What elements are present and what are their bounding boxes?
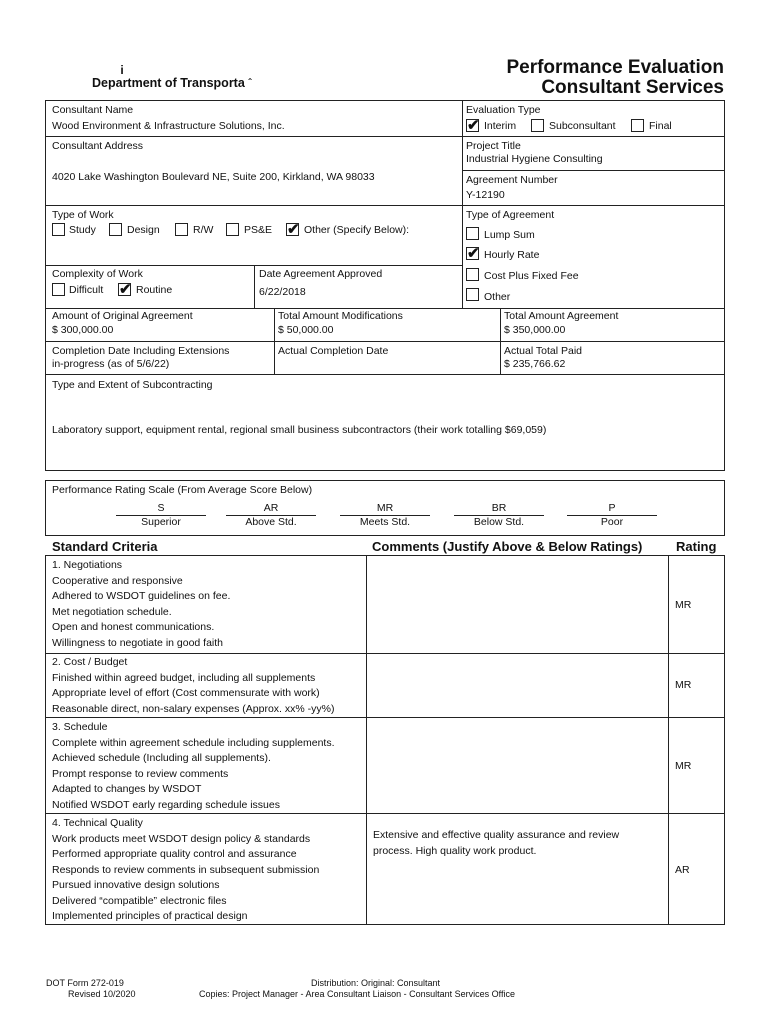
- criteria-line: Achieved schedule (Including all supplements).: [52, 752, 271, 764]
- final-label: Final: [649, 120, 672, 132]
- scale-desc-p: Poor: [600, 516, 624, 528]
- modifications-label: Total Amount Modifications: [278, 310, 403, 322]
- scale-code-p: P: [608, 502, 616, 514]
- logo-mark: i: [120, 63, 124, 77]
- criteria-line: 2. Cost / Budget: [52, 656, 128, 668]
- criteria-line: Finished within agreed budget, including all supplements: [52, 671, 316, 684]
- evaluation-type-label: Evaluation Type: [466, 104, 541, 116]
- criteria-line: Cooperative and responsive: [52, 574, 183, 587]
- criteria-line: Responds to review comments in subsequent submission: [52, 863, 320, 876]
- pse-checkbox[interactable]: [226, 223, 239, 236]
- criteria-line: Work products meet WSDOT design policy & standards: [52, 832, 311, 845]
- criteria-line: Open and honest communications.: [52, 621, 215, 633]
- consultant-name-field[interactable]: Wood Environment & Infrastructure Solutions, Inc.: [52, 120, 285, 132]
- difficult-checkbox[interactable]: [52, 283, 65, 296]
- page-title-line2: Consultant Services: [541, 77, 724, 98]
- actual-paid-field[interactable]: $ 235,766.62: [504, 358, 566, 370]
- divider: [45, 341, 725, 342]
- department-logo: [92, 64, 292, 91]
- criteria-line: Implemented principles of practical design: [52, 910, 248, 922]
- divider: [45, 374, 725, 375]
- actual-completion-label: Actual Completion Date: [278, 345, 389, 357]
- hourly-rate-checkbox[interactable]: ✔: [467, 245, 480, 262]
- rating-schedule[interactable]: MR: [675, 760, 692, 772]
- project-title-label: Project Title: [466, 140, 521, 152]
- divider: [462, 100, 463, 308]
- divider: [45, 813, 725, 814]
- modifications-field[interactable]: $ 50,000.00: [278, 324, 334, 336]
- interim-checkbox[interactable]: ✔: [467, 117, 480, 134]
- project-title-field[interactable]: Industrial Hygiene Consulting: [466, 153, 603, 165]
- actual-paid-label: Actual Total Paid: [504, 345, 583, 357]
- final-checkbox[interactable]: [631, 119, 644, 132]
- criteria-line: Delivered “compatible” electronic files: [52, 894, 227, 907]
- routine-checkbox[interactable]: ✔: [119, 281, 132, 298]
- consultant-address-field[interactable]: 4020 Lake Washington Boulevard NE, Suite 200, Kirkland, WA 98033: [52, 171, 375, 183]
- page-title-line1: Performance Evaluation: [506, 57, 724, 78]
- complexity-label: Complexity of Work: [52, 268, 143, 280]
- agreement-number-field[interactable]: Y-12190: [466, 189, 505, 201]
- cost-plus-label: Cost Plus Fixed Fee: [484, 270, 579, 282]
- divider: [45, 717, 725, 718]
- original-amount-label: Amount of Original Agreement: [52, 310, 193, 322]
- criteria-line: Performed appropriate quality control and assurance: [52, 848, 297, 860]
- other-work-checkbox[interactable]: ✔: [287, 221, 300, 238]
- completion-ext-label: Completion Date Including Extensions: [52, 345, 230, 357]
- criteria-line: Willingness to negotiate in good faith: [52, 636, 224, 649]
- divider: [45, 136, 725, 137]
- divider: [45, 308, 725, 309]
- consultant-address-label: Consultant Address: [52, 140, 144, 152]
- original-amount-field[interactable]: $ 300,000.00: [52, 324, 114, 336]
- divider: [45, 205, 725, 206]
- divider: [254, 265, 255, 308]
- other-agreement-checkbox[interactable]: [466, 288, 479, 301]
- rating-scale-label: Performance Rating Scale (From Average Score Below): [52, 484, 313, 496]
- form-number: DOT Form 272-019: [46, 978, 124, 988]
- scale-desc-mr: Meets Std.: [359, 516, 411, 528]
- completion-ext-field[interactable]: in-progress (as of 5/6/22): [52, 358, 170, 370]
- consultant-name-label: Consultant Name: [52, 104, 134, 116]
- scale-code-br: BR: [491, 502, 507, 514]
- criteria-line: Notified WSDOT early regarding schedule issues: [52, 798, 280, 811]
- type-of-work-label: Type of Work: [52, 209, 114, 221]
- criteria-line: Met negotiation schedule.: [52, 605, 172, 618]
- criteria-line: Prompt response to review comments: [52, 767, 229, 780]
- cost-plus-checkbox[interactable]: [466, 268, 479, 281]
- divider: [366, 555, 367, 925]
- criteria-line: 4. Technical Quality: [52, 817, 143, 829]
- criteria-row-technical-quality: [52, 816, 319, 925]
- difficult-label: Difficult: [69, 284, 104, 296]
- design-checkbox[interactable]: [109, 223, 122, 236]
- scale-desc-ar: Above Std.: [245, 516, 297, 528]
- subcontracting-label: Type and Extent of Subcontracting: [52, 379, 213, 391]
- hourly-rate-label: Hourly Rate: [484, 249, 540, 261]
- rating-cost-budget[interactable]: MR: [675, 679, 692, 691]
- other-work-label: Other (Specify Below):: [304, 224, 410, 236]
- form-revised: Revised 10/2020: [68, 989, 136, 999]
- study-checkbox[interactable]: [52, 223, 65, 236]
- lump-sum-label: Lump Sum: [484, 229, 535, 241]
- rw-label: R/W: [193, 224, 214, 236]
- criteria-line: Appropriate level of effort (Cost commensurate with work): [52, 687, 320, 699]
- scale-code-ar: AR: [263, 502, 279, 514]
- rating-technical-quality[interactable]: AR: [675, 864, 690, 876]
- criteria-line: Adapted to changes by WSDOT: [52, 783, 202, 795]
- divider: [462, 170, 725, 171]
- date-approved-label: Date Agreement Approved: [259, 268, 383, 280]
- comment-technical-quality[interactable]: Extensive and effective quality assurance and review process. High quality work product.: [373, 829, 620, 857]
- lump-sum-checkbox[interactable]: [466, 227, 479, 240]
- subconsultant-checkbox[interactable]: [531, 119, 544, 132]
- department-name: Department of Transporta: [92, 76, 245, 90]
- department-mark: ˆ: [248, 78, 252, 89]
- criteria-header: Standard Criteria: [52, 539, 158, 554]
- other-agreement-label: Other: [484, 291, 511, 303]
- total-agreement-label: Total Amount Agreement: [504, 310, 619, 322]
- subconsultant-label: Subconsultant: [549, 120, 616, 132]
- routine-label: Routine: [136, 284, 173, 296]
- scale-desc-s: Superior: [141, 516, 181, 528]
- scale-desc-br: Below Std.: [473, 516, 525, 528]
- study-label: Study: [69, 224, 96, 236]
- criteria-line: Complete within agreement schedule including supplements.: [52, 736, 335, 749]
- rating-negotiations[interactable]: MR: [675, 599, 692, 611]
- distribution-text: Distribution: Original: Consultant: [311, 978, 441, 988]
- comments-header: Comments (Justify Above & Below Ratings): [372, 539, 643, 554]
- criteria-line: Pursued innovative design solutions: [52, 879, 220, 891]
- type-of-agreement-label: Type of Agreement: [466, 209, 555, 221]
- rating-header: Rating: [676, 539, 717, 554]
- copies-text: Copies: Project Manager - Area Consultant Liaison - Consultant Services Office: [199, 989, 515, 999]
- criteria-line: Adhered to WSDOT guidelines on fee.: [52, 590, 231, 602]
- scale-code-s: S: [157, 502, 165, 514]
- design-label: Design: [127, 224, 160, 236]
- pse-label: PS&E: [244, 224, 273, 236]
- criteria-line: 1. Negotiations: [52, 559, 123, 571]
- criteria-row-cost-budget: [52, 655, 334, 717]
- agreement-number-label: Agreement Number: [466, 174, 558, 186]
- criteria-line: Reasonable direct, non-salary expenses (Approx. xx% -yy%): [52, 702, 335, 715]
- rw-checkbox[interactable]: [175, 223, 188, 236]
- total-agreement-field[interactable]: $ 350,000.00: [504, 324, 566, 336]
- criteria-row-negotiations: [52, 558, 230, 651]
- divider: [668, 555, 669, 925]
- criteria-row-schedule: [52, 720, 335, 813]
- subcontracting-field[interactable]: Laboratory support, equipment rental, regional small business subcontractors (their work totalling $69,059): [52, 424, 547, 436]
- scale-code-mr: MR: [376, 502, 394, 514]
- divider: [45, 653, 725, 654]
- interim-label: Interim: [484, 120, 517, 132]
- date-approved-field[interactable]: 6/22/2018: [259, 286, 306, 298]
- criteria-line: 3. Schedule: [52, 721, 108, 733]
